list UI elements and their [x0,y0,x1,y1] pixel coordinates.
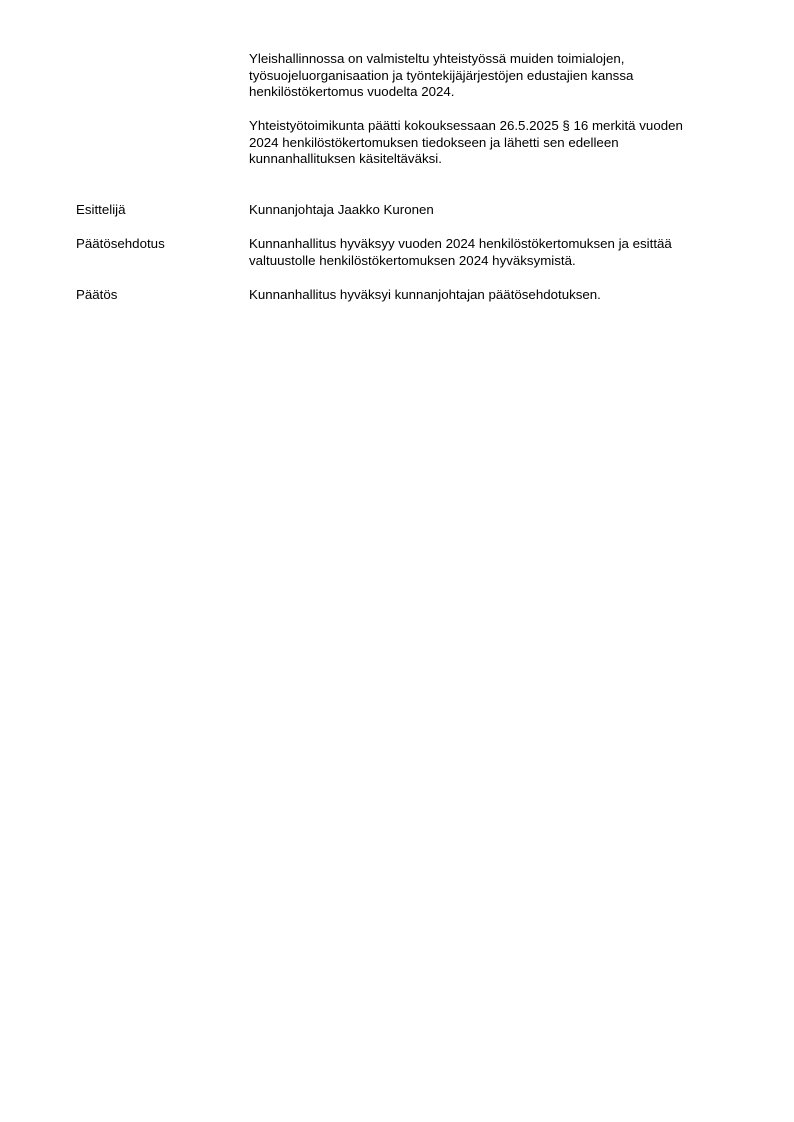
text-line: Kunnanhallitus hyväksyy vuoden 2024 henkilöstökertomuksen ja esittää [249,236,672,251]
section-label-proposal: Päätösehdotus [76,236,165,251]
text-line: Kunnanjohtaja Jaakko Kuronen [249,202,434,217]
section-content-decision [249,287,749,304]
text-line: Kunnanhallitus hyväksyi kunnanjohtajan päätösehdotuksen. [249,287,601,302]
section-content-proposal [249,236,749,269]
section-label-presenter: Esittelijä [76,202,126,217]
text-line: valtuustolle henkilöstökertomuksen 2024 hyväksymistä. [249,252,576,268]
intro-paragraph-preparation [249,51,739,101]
section-label-decision: Päätös [76,287,118,302]
text-line: henkilöstökertomus vuodelta 2024. [249,84,455,99]
text-line: kunnanhallituksen käsiteltäväksi. [249,151,442,166]
text-line: Yleishallinnossa on valmisteltu yhteistyössä muiden toimialojen, [249,51,625,66]
text-line: 2024 henkilöstökertomuksen tiedokseen ja lähetti sen edelleen [249,134,619,150]
text-line: työsuojeluorganisaation ja työntekijäjärjestöjen edustajien kanssa [249,67,634,83]
text-line: Yhteistyötoimikunta päätti kokouksessaan 26.5.2025 § 16 merkitä vuoden [249,118,683,133]
intro-paragraph-committee [249,118,739,168]
section-content-presenter [249,202,749,219]
